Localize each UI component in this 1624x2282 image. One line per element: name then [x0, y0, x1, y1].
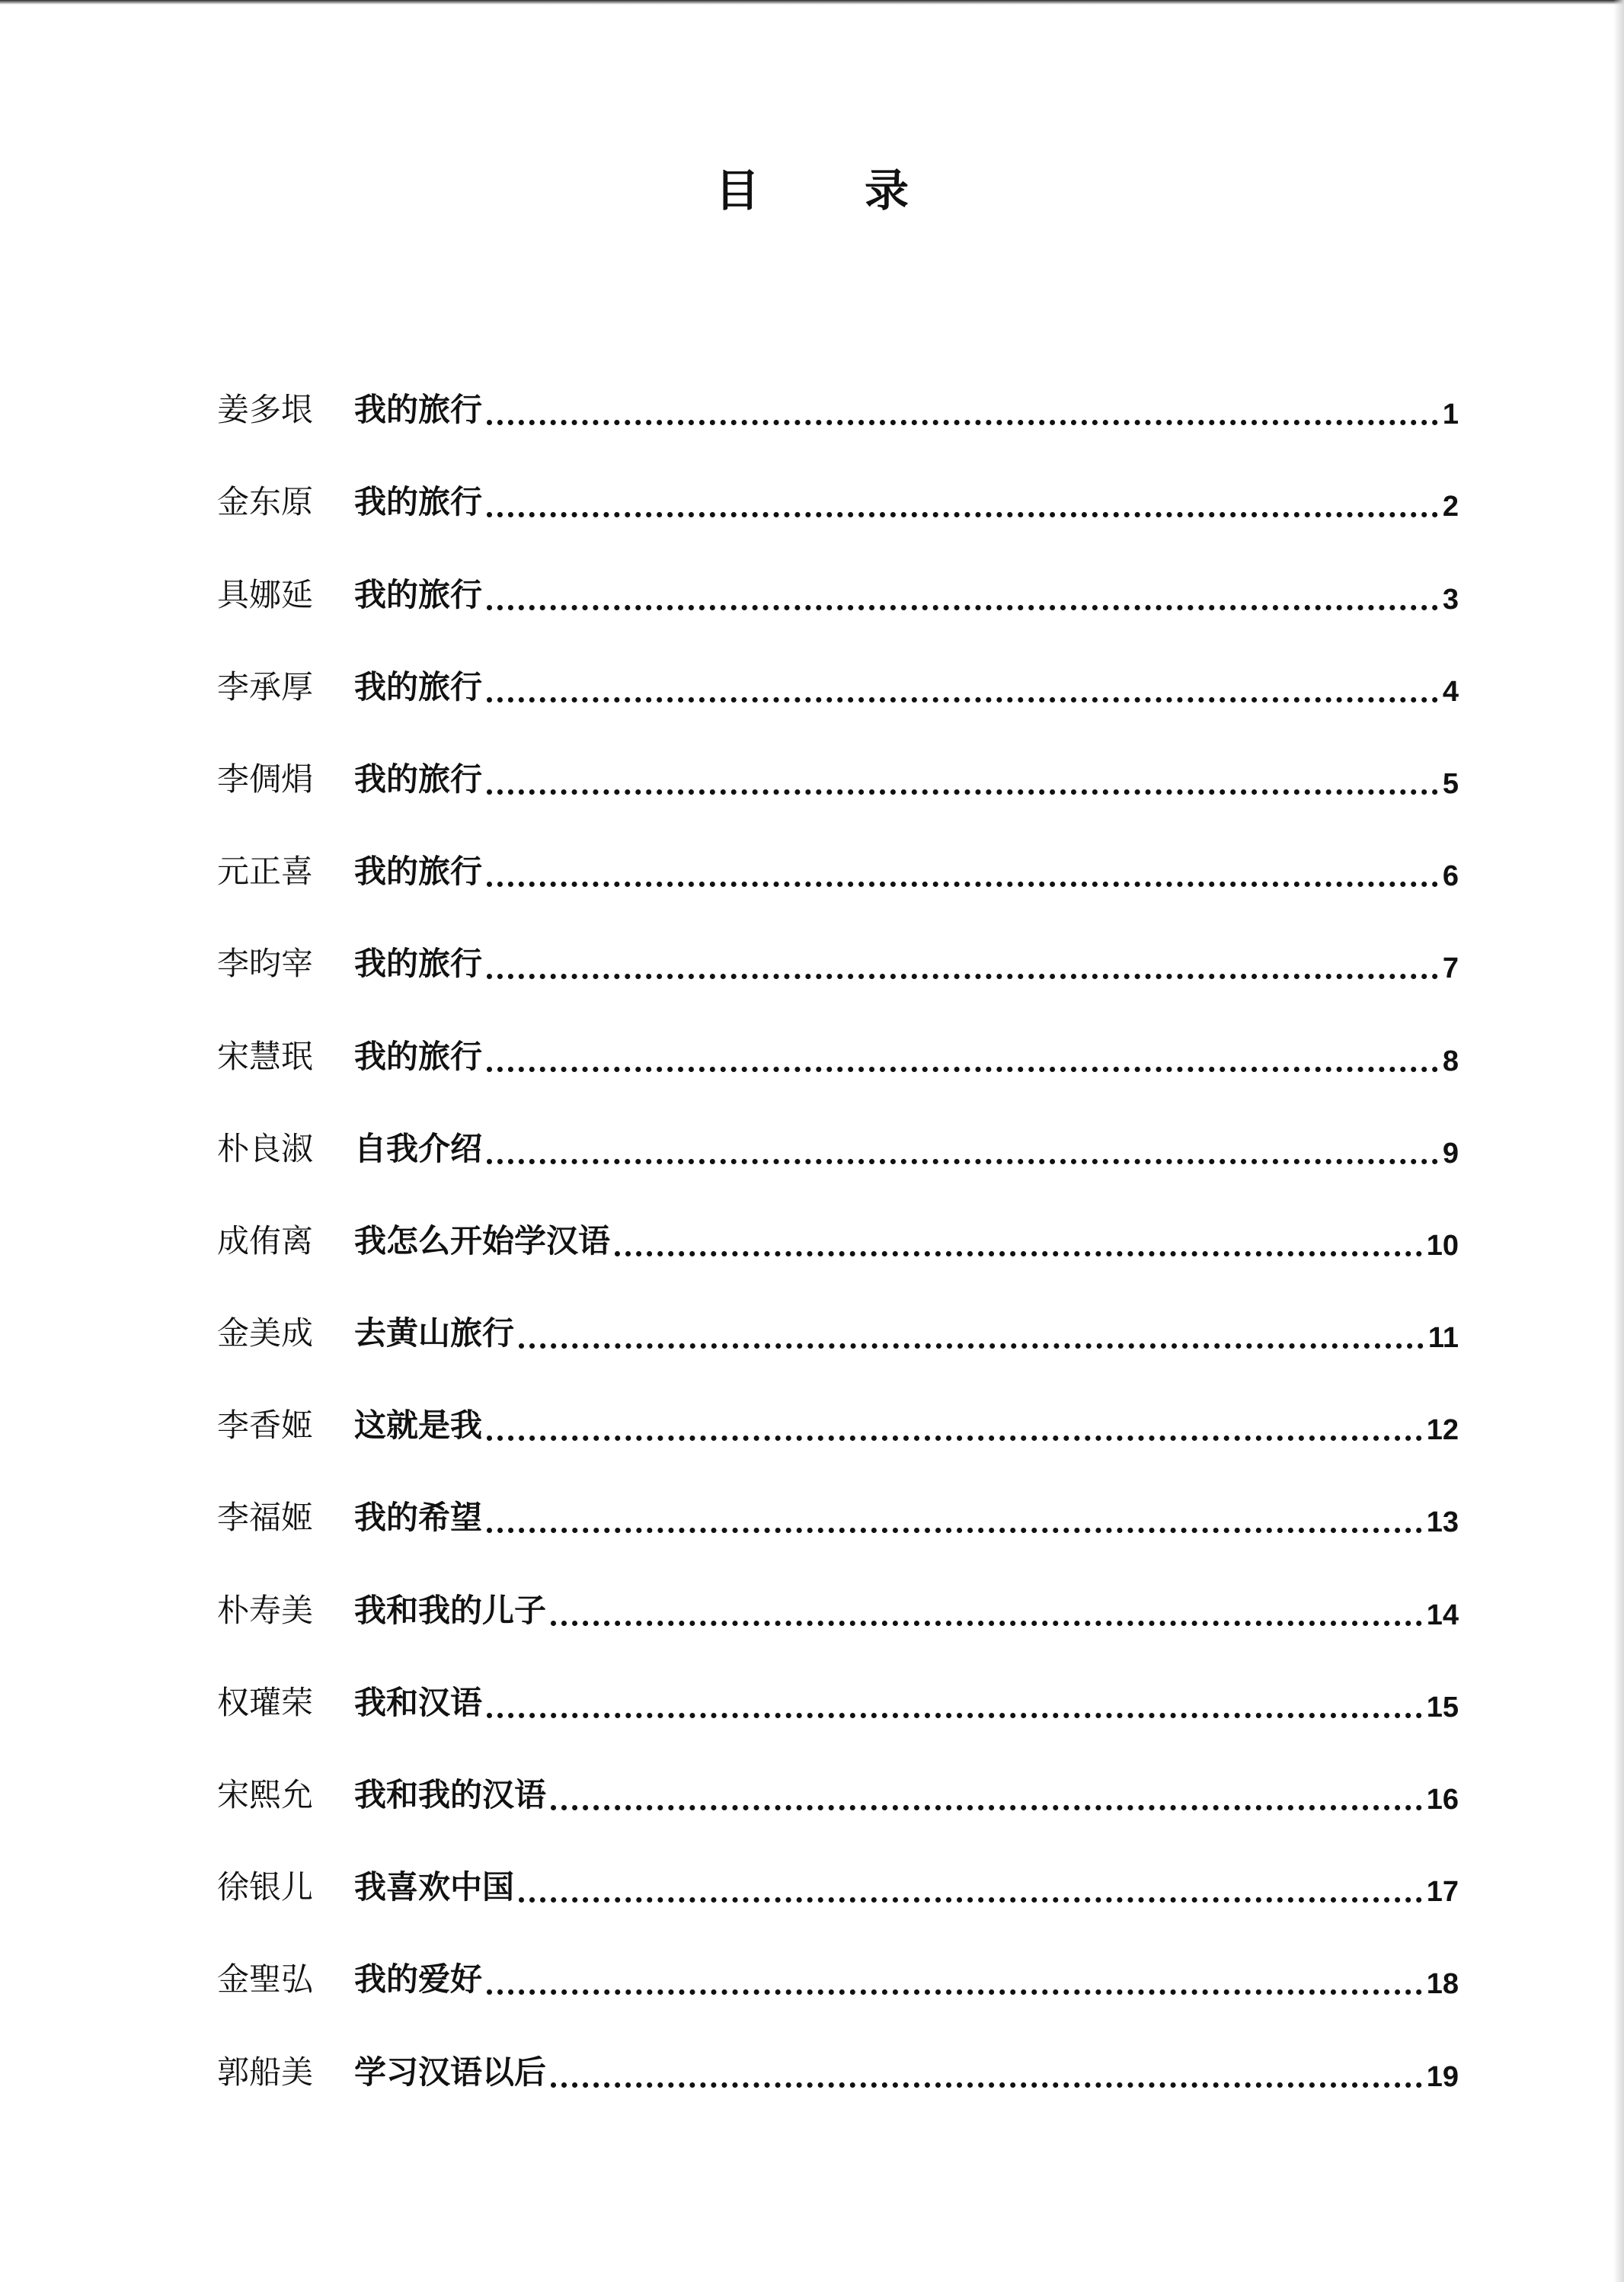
- toc-author: 李福姬: [217, 1499, 314, 1537]
- toc-author: 宋慧珉: [217, 1037, 314, 1075]
- toc-entry[interactable]: [217, 624, 1459, 716]
- toc-title: 我的旅行: [354, 575, 483, 613]
- toc-author: 李倜焆: [217, 760, 314, 798]
- toc-title: 这就是我: [354, 1407, 483, 1445]
- dot-leader: [551, 1805, 1422, 1810]
- toc-page-number: 12: [1426, 1414, 1459, 1447]
- dot-leader: [487, 1989, 1422, 1995]
- toc-title: 自我介绍: [354, 1129, 483, 1167]
- toc-title: 学习汉语以后: [354, 2053, 547, 2091]
- toc-title: 我的旅行: [354, 1037, 483, 1075]
- dot-leader: [487, 1528, 1422, 1533]
- toc-page-number: 4: [1442, 675, 1459, 708]
- toc-entry[interactable]: [217, 716, 1459, 808]
- toc-entry[interactable]: [217, 439, 1459, 531]
- toc-page-number: 1: [1442, 398, 1459, 431]
- toc-page-number: 11: [1427, 1322, 1459, 1355]
- toc-page-number: 3: [1442, 583, 1459, 616]
- toc-title: 我的希望: [354, 1499, 483, 1537]
- toc-author: 金聖弘: [217, 1960, 314, 1999]
- toc-entry[interactable]: [217, 1455, 1459, 1547]
- scan-edge-right: [1613, 0, 1624, 2282]
- toc-page-number: 6: [1442, 860, 1459, 893]
- dot-leader: [487, 974, 1438, 979]
- toc-author: 金东原: [217, 483, 314, 521]
- toc-author: 徐银儿: [217, 1868, 314, 1906]
- toc-title: 我的旅行: [354, 853, 483, 891]
- toc-title: 我怎么开始学汉语: [354, 1221, 611, 1259]
- toc-author: 金美成: [217, 1314, 314, 1352]
- dot-leader: [487, 512, 1438, 517]
- toc-entry[interactable]: [217, 347, 1459, 439]
- toc-title: 我喜欢中国: [354, 1868, 515, 1906]
- toc-title: 我的旅行: [354, 760, 483, 798]
- toc-page-number: 16: [1426, 1784, 1459, 1816]
- dot-leader: [487, 1159, 1438, 1164]
- toc-author: 成侑离: [217, 1221, 314, 1259]
- toc-page-number: 15: [1426, 1691, 1459, 1724]
- dot-leader: [487, 789, 1438, 795]
- toc-entry[interactable]: [217, 993, 1459, 1085]
- toc-title: 我的旅行: [354, 391, 483, 429]
- toc-author: 李承厚: [217, 667, 314, 706]
- toc-title: 我的爱好: [354, 1960, 483, 1999]
- toc-entry[interactable]: [217, 1732, 1459, 1824]
- toc-page-number: 9: [1442, 1137, 1459, 1170]
- toc-page-number: 5: [1442, 767, 1459, 800]
- dot-leader: [519, 1897, 1422, 1903]
- table-of-contents: [217, 347, 1459, 2101]
- toc-page-number: 14: [1426, 1599, 1459, 1631]
- toc-entry[interactable]: [217, 1270, 1459, 1362]
- toc-author: 元正喜: [217, 853, 314, 891]
- toc-page-number: 8: [1442, 1045, 1459, 1077]
- dot-leader: [487, 882, 1438, 887]
- toc-author: 权瓘荣: [217, 1683, 314, 1721]
- dot-leader: [487, 420, 1438, 425]
- dot-leader: [487, 605, 1438, 610]
- toc-entry[interactable]: [217, 808, 1459, 901]
- dot-leader: [519, 1343, 1424, 1349]
- toc-entry[interactable]: [217, 1824, 1459, 1916]
- scan-edge-top: [0, 0, 1624, 5]
- toc-title: 我的旅行: [354, 945, 483, 983]
- toc-page-number: 13: [1426, 1506, 1459, 1539]
- toc-page-number: 19: [1426, 2060, 1459, 2093]
- toc-entry[interactable]: [217, 1362, 1459, 1455]
- toc-author: 李香姬: [217, 1407, 314, 1445]
- toc-title: 我的旅行: [354, 483, 483, 521]
- toc-page-number: 2: [1442, 491, 1459, 523]
- toc-page-number: 18: [1426, 1968, 1459, 2001]
- toc-author: 姜多垠: [217, 391, 314, 429]
- toc-entry[interactable]: [217, 531, 1459, 623]
- dot-leader: [487, 1713, 1422, 1718]
- dot-leader: [615, 1251, 1422, 1256]
- toc-page-number: 17: [1426, 1876, 1459, 1909]
- toc-entry[interactable]: [217, 1086, 1459, 1178]
- toc-entry[interactable]: [217, 1178, 1459, 1270]
- dot-leader: [487, 697, 1438, 703]
- toc-author: 具娜延: [217, 575, 314, 613]
- toc-title: 我和汉语: [354, 1683, 483, 1721]
- toc-entry[interactable]: [217, 901, 1459, 993]
- toc-author: 宋熙允: [217, 1776, 314, 1813]
- toc-title: 去黄山旅行: [354, 1314, 515, 1352]
- toc-title: 我和我的汉语: [354, 1776, 547, 1813]
- toc-title: 我和我的儿子: [354, 1591, 547, 1629]
- toc-author: 郭船美: [217, 2053, 314, 2091]
- toc-author: 朴良淑: [217, 1129, 314, 1167]
- toc-title: 我的旅行: [354, 667, 483, 706]
- page-title: 目 录: [714, 165, 939, 216]
- toc-page-number: 7: [1442, 952, 1459, 985]
- dot-leader: [551, 1621, 1422, 1626]
- toc-author: 李昀宰: [217, 945, 314, 983]
- dot-leader: [487, 1067, 1438, 1072]
- dot-leader: [487, 1435, 1422, 1441]
- toc-entry[interactable]: [217, 1640, 1459, 1732]
- toc-entry[interactable]: [217, 1916, 1459, 2008]
- toc-author: 朴寿美: [217, 1591, 314, 1629]
- toc-page-number: 10: [1426, 1229, 1459, 1262]
- toc-entry[interactable]: [217, 2008, 1459, 2101]
- toc-entry[interactable]: [217, 1547, 1459, 1639]
- dot-leader: [551, 2082, 1422, 2088]
